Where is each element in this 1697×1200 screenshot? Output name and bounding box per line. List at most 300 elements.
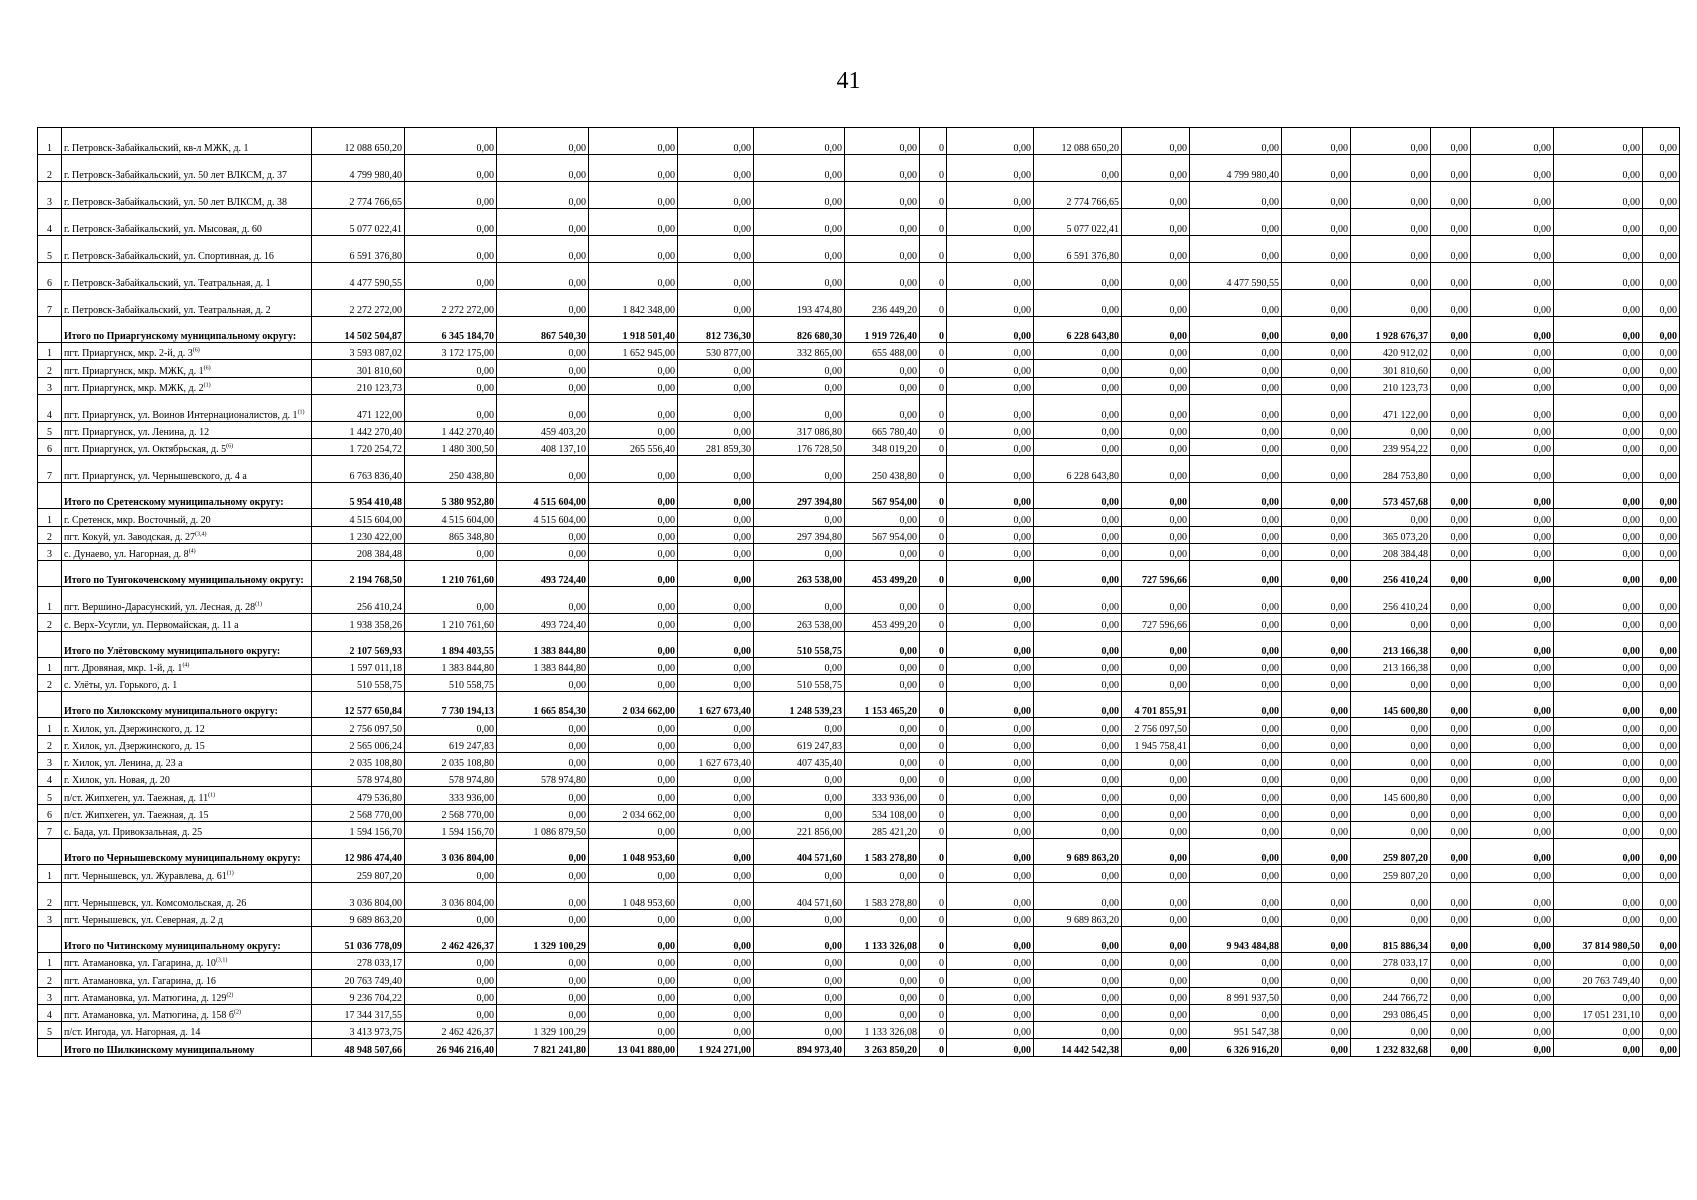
value-cell: 0,00 xyxy=(1034,263,1122,290)
value-cell: 1 919 726,40 xyxy=(845,317,920,343)
address-cell xyxy=(62,456,312,483)
address-cell xyxy=(62,882,312,909)
value-cell: 865 348,80 xyxy=(405,526,497,543)
value-cell: 0,00 xyxy=(1282,692,1351,718)
value-cell: 0,00 xyxy=(678,839,754,865)
value-cell: 5 077 022,41 xyxy=(1034,209,1122,236)
value-cell: 0,00 xyxy=(1554,360,1643,377)
table-row xyxy=(38,343,1680,360)
value-cell: 7 821 241,80 xyxy=(497,1039,589,1056)
address-text: г. Хилок, ул. Новая, д. 20 xyxy=(64,775,170,787)
value-cell: 0,00 xyxy=(947,587,1034,614)
value-cell: 0,00 xyxy=(589,236,678,263)
value-cell: 14 442 542,38 xyxy=(1034,1039,1122,1056)
value-cell: 0,00 xyxy=(1471,182,1554,209)
value-cell: 0,00 xyxy=(1282,394,1351,421)
value-cell: 20 763 749,40 xyxy=(312,970,405,987)
value-cell: 0 xyxy=(920,770,947,787)
value-cell: 0,00 xyxy=(1643,614,1680,631)
value-cell: 0,00 xyxy=(1034,343,1122,360)
value-cell: 0,00 xyxy=(678,718,754,735)
value-cell: 263 538,00 xyxy=(754,561,845,587)
value-cell: 0,00 xyxy=(754,456,845,483)
value-cell: 210 123,73 xyxy=(1351,377,1431,394)
value-cell: 5 380 952,80 xyxy=(405,483,497,509)
value-cell: 0,00 xyxy=(1351,421,1431,438)
footnote-mark: (2) xyxy=(234,1009,242,1016)
value-cell: 48 948 507,66 xyxy=(312,1039,405,1056)
table-row xyxy=(38,804,1680,821)
value-cell: 213 166,38 xyxy=(1351,657,1431,674)
value-cell: 0,00 xyxy=(1122,1039,1190,1056)
value-cell: 213 166,38 xyxy=(1351,631,1431,657)
value-cell: 894 973,40 xyxy=(754,1039,845,1056)
value-cell: 0,00 xyxy=(1190,752,1282,769)
value-cell: 471 122,00 xyxy=(312,394,405,421)
value-cell: 0,00 xyxy=(1282,926,1351,952)
value-cell: 0,00 xyxy=(1431,587,1471,614)
value-cell: 0,00 xyxy=(1554,614,1643,631)
value-cell: 0,00 xyxy=(1034,290,1122,317)
value-cell: 0,00 xyxy=(1471,456,1554,483)
value-cell: 0,00 xyxy=(678,909,754,926)
value-cell: 0,00 xyxy=(1643,692,1680,718)
row-number: 7 xyxy=(38,822,62,839)
value-cell: 0,00 xyxy=(947,970,1034,987)
value-cell: 0,00 xyxy=(405,263,497,290)
address-text: с. Улёты, ул. Горького, д. 1 xyxy=(64,680,178,692)
value-cell: 0,00 xyxy=(405,209,497,236)
footnote-mark: (1) xyxy=(226,870,234,877)
value-cell: 0,00 xyxy=(754,509,845,526)
value-cell: 0,00 xyxy=(1122,1022,1190,1039)
value-cell: 0,00 xyxy=(497,155,589,182)
value-cell: 0,00 xyxy=(497,909,589,926)
total-label xyxy=(62,1039,312,1056)
value-cell: 0,00 xyxy=(1190,882,1282,909)
value-cell: 0 xyxy=(920,526,947,543)
value-cell: 6 345 184,70 xyxy=(405,317,497,343)
value-cell: 0,00 xyxy=(589,456,678,483)
value-cell: 727 596,66 xyxy=(1122,614,1190,631)
value-cell: 3 036 804,00 xyxy=(405,882,497,909)
value-cell: 2 568 770,00 xyxy=(405,804,497,821)
value-cell: 0,00 xyxy=(1431,483,1471,509)
value-cell: 0,00 xyxy=(405,952,497,969)
value-cell: 0,00 xyxy=(1122,882,1190,909)
address-cell xyxy=(62,290,312,317)
value-cell: 1 583 278,80 xyxy=(845,882,920,909)
total-row xyxy=(38,839,1680,865)
value-cell: 0 xyxy=(920,290,947,317)
value-cell: 0,00 xyxy=(1190,360,1282,377)
value-cell: 0,00 xyxy=(1034,657,1122,674)
value-cell: 0,00 xyxy=(1431,182,1471,209)
value-cell: 0,00 xyxy=(947,509,1034,526)
row-number: 2 xyxy=(38,614,62,631)
value-cell: 0,00 xyxy=(845,394,920,421)
value-cell: 0,00 xyxy=(1554,290,1643,317)
value-cell: 0,00 xyxy=(589,509,678,526)
value-cell: 510 558,75 xyxy=(312,674,405,691)
value-cell: 0,00 xyxy=(1122,526,1190,543)
value-cell: 655 488,00 xyxy=(845,343,920,360)
value-cell: 0,00 xyxy=(589,561,678,587)
value-cell: 0,00 xyxy=(1471,787,1554,804)
value-cell: 0,00 xyxy=(405,987,497,1004)
value-cell: 0,00 xyxy=(678,970,754,987)
row-number: 7 xyxy=(38,290,62,317)
value-cell: 0,00 xyxy=(1554,263,1643,290)
value-cell: 26 946 216,40 xyxy=(405,1039,497,1056)
value-cell: 0 xyxy=(920,421,947,438)
value-cell: 0,00 xyxy=(1554,718,1643,735)
value-cell: 0,00 xyxy=(845,509,920,526)
value-cell: 0,00 xyxy=(1643,909,1680,926)
table-row xyxy=(38,526,1680,543)
value-cell: 0,00 xyxy=(1351,128,1431,155)
value-cell: 0,00 xyxy=(1351,674,1431,691)
value-cell: 0,00 xyxy=(1351,970,1431,987)
value-cell: 0,00 xyxy=(1122,544,1190,561)
value-cell: 0,00 xyxy=(1471,155,1554,182)
value-cell: 256 410,24 xyxy=(312,587,405,614)
table-row xyxy=(38,456,1680,483)
value-cell: 0,00 xyxy=(1190,952,1282,969)
value-cell: 0,00 xyxy=(1431,128,1471,155)
value-cell: 0,00 xyxy=(754,657,845,674)
value-cell: 0,00 xyxy=(678,155,754,182)
value-cell: 2 568 770,00 xyxy=(312,804,405,821)
value-cell: 1 918 501,40 xyxy=(589,317,678,343)
value-cell: 333 936,00 xyxy=(405,787,497,804)
table-row xyxy=(38,439,1680,456)
value-cell: 0,00 xyxy=(754,155,845,182)
value-cell: 0,00 xyxy=(1190,657,1282,674)
value-cell: 6 591 376,80 xyxy=(1034,236,1122,263)
value-cell: 0,00 xyxy=(1554,509,1643,526)
value-cell: 0,00 xyxy=(1471,394,1554,421)
value-cell: 0,00 xyxy=(1471,1004,1554,1021)
address-text: Итого по Чернышевскому муниципальному округу: xyxy=(64,853,301,865)
table-row xyxy=(38,544,1680,561)
value-cell: 0,00 xyxy=(1431,952,1471,969)
row-number: 2 xyxy=(38,155,62,182)
value-cell: 0,00 xyxy=(1190,290,1282,317)
value-cell: 6 591 376,80 xyxy=(312,236,405,263)
footnote-mark: (1) xyxy=(208,792,216,799)
value-cell: 0,00 xyxy=(1034,360,1122,377)
value-cell: 0,00 xyxy=(1190,770,1282,787)
value-cell: 1 945 758,41 xyxy=(1122,735,1190,752)
row-number: 6 xyxy=(38,439,62,456)
value-cell: 0,00 xyxy=(845,909,920,926)
value-cell: 0,00 xyxy=(1471,882,1554,909)
row-number: 3 xyxy=(38,987,62,1004)
value-cell: 1 086 879,50 xyxy=(497,822,589,839)
value-cell: 0,00 xyxy=(1554,561,1643,587)
value-cell: 0,00 xyxy=(845,987,920,1004)
value-cell: 0,00 xyxy=(1282,614,1351,631)
total-label xyxy=(62,631,312,657)
value-cell: 0,00 xyxy=(497,182,589,209)
value-cell: 0 xyxy=(920,952,947,969)
row-number xyxy=(38,631,62,657)
value-cell: 6 763 836,40 xyxy=(312,456,405,483)
value-cell: 0,00 xyxy=(1643,1004,1680,1021)
value-cell: 0,00 xyxy=(497,674,589,691)
value-cell: 0,00 xyxy=(1282,483,1351,509)
value-cell: 9 689 863,20 xyxy=(1034,839,1122,865)
value-cell: 0,00 xyxy=(1431,1022,1471,1039)
value-cell: 0,00 xyxy=(497,987,589,1004)
value-cell: 1 583 278,80 xyxy=(845,839,920,865)
address-text: пгт. Приаргунск, ул. Ленина, д. 12 xyxy=(64,427,210,439)
value-cell: 6 228 643,80 xyxy=(1034,456,1122,483)
value-cell: 0,00 xyxy=(1554,377,1643,394)
value-cell: 0,00 xyxy=(947,752,1034,769)
value-cell: 0,00 xyxy=(1282,1022,1351,1039)
value-cell: 348 019,20 xyxy=(845,439,920,456)
value-cell: 867 540,30 xyxy=(497,317,589,343)
value-cell: 0,00 xyxy=(1034,752,1122,769)
value-cell: 0,00 xyxy=(1190,544,1282,561)
address-text: Итого по Тунгокоченскому муниципальному округу: xyxy=(64,575,304,587)
value-cell: 0,00 xyxy=(1034,155,1122,182)
value-cell: 1 383 844,80 xyxy=(497,657,589,674)
table-row xyxy=(38,209,1680,236)
value-cell: 0,00 xyxy=(1554,182,1643,209)
value-cell: 0,00 xyxy=(1282,952,1351,969)
value-cell: 0,00 xyxy=(678,483,754,509)
value-cell: 0,00 xyxy=(1034,421,1122,438)
value-cell: 3 036 804,00 xyxy=(312,882,405,909)
value-cell: 332 865,00 xyxy=(754,343,845,360)
address-text: пгт. Чернышевск, ул. Северная, д. 2 д xyxy=(64,914,224,926)
value-cell: 0 xyxy=(920,865,947,882)
value-cell: 0,00 xyxy=(1554,421,1643,438)
value-cell: 0,00 xyxy=(1351,155,1431,182)
value-cell: 0,00 xyxy=(1351,909,1431,926)
address-cell xyxy=(62,865,312,882)
value-cell: 0,00 xyxy=(1643,456,1680,483)
value-cell: 0,00 xyxy=(1554,952,1643,969)
value-cell: 0,00 xyxy=(1282,526,1351,543)
value-cell: 210 123,73 xyxy=(312,377,405,394)
value-cell: 4 515 604,00 xyxy=(405,509,497,526)
value-cell: 0,00 xyxy=(947,614,1034,631)
value-cell: 0 xyxy=(920,692,947,718)
value-cell: 2 272 272,00 xyxy=(405,290,497,317)
address-text: с. Верх-Усугли, ул. Первомайская, д. 11 а xyxy=(64,619,239,631)
value-cell: 0 xyxy=(920,544,947,561)
table-row xyxy=(38,1004,1680,1021)
row-number: 1 xyxy=(38,587,62,614)
address-text: г. Сретенск, мкр. Восточный, д. 20 xyxy=(64,514,211,526)
value-cell: 2 034 662,00 xyxy=(589,804,678,821)
value-cell: 0,00 xyxy=(1554,526,1643,543)
value-cell: 408 137,10 xyxy=(497,439,589,456)
value-cell: 0,00 xyxy=(1282,839,1351,865)
value-cell: 0,00 xyxy=(1554,804,1643,821)
value-cell: 2 272 272,00 xyxy=(312,290,405,317)
value-cell: 0,00 xyxy=(754,209,845,236)
value-cell: 9 689 863,20 xyxy=(1034,909,1122,926)
table-row xyxy=(38,674,1680,691)
value-cell: 0,00 xyxy=(947,439,1034,456)
table-row xyxy=(38,290,1680,317)
value-cell: 0 xyxy=(920,209,947,236)
value-cell: 0,00 xyxy=(1282,263,1351,290)
value-cell: 0,00 xyxy=(497,735,589,752)
value-cell: 37 814 980,50 xyxy=(1554,926,1643,952)
value-cell: 0 xyxy=(920,752,947,769)
value-cell: 0,00 xyxy=(947,674,1034,691)
row-number xyxy=(38,317,62,343)
value-cell: 0,00 xyxy=(589,394,678,421)
value-cell: 0,00 xyxy=(497,343,589,360)
value-cell: 0,00 xyxy=(497,865,589,882)
value-cell: 0,00 xyxy=(1554,822,1643,839)
value-cell: 0,00 xyxy=(1431,987,1471,1004)
footnote-mark: (4) xyxy=(188,549,196,556)
value-cell: 493 724,40 xyxy=(497,614,589,631)
value-cell: 0,00 xyxy=(678,804,754,821)
value-cell: 0,00 xyxy=(1471,614,1554,631)
row-number: 6 xyxy=(38,263,62,290)
total-label xyxy=(62,317,312,343)
value-cell: 0 xyxy=(920,317,947,343)
value-cell: 0,00 xyxy=(678,1022,754,1039)
table-row xyxy=(38,987,1680,1004)
value-cell: 0,00 xyxy=(1643,1039,1680,1056)
value-cell: 6 326 916,20 xyxy=(1190,1039,1282,1056)
value-cell: 0,00 xyxy=(1643,987,1680,1004)
value-cell: 4 477 590,55 xyxy=(312,263,405,290)
address-text: пгт. Приаргунск, ул. Чернышевского, д. 4 а xyxy=(64,471,247,483)
value-cell: 0,00 xyxy=(678,263,754,290)
value-cell: 0 xyxy=(920,674,947,691)
value-cell: 951 547,38 xyxy=(1190,1022,1282,1039)
value-cell: 0,00 xyxy=(1122,822,1190,839)
value-cell: 0,00 xyxy=(678,587,754,614)
value-cell: 0 xyxy=(920,236,947,263)
address-text: пгт. Атамановка, ул. Гагарина, д. 10 xyxy=(64,958,216,970)
value-cell: 0,00 xyxy=(845,1004,920,1021)
value-cell: 0,00 xyxy=(1431,752,1471,769)
value-cell: 0,00 xyxy=(1431,290,1471,317)
value-cell: 0,00 xyxy=(1471,770,1554,787)
value-cell: 0,00 xyxy=(947,735,1034,752)
value-cell: 0,00 xyxy=(845,377,920,394)
value-cell: 0,00 xyxy=(845,631,920,657)
value-cell: 0,00 xyxy=(754,587,845,614)
value-cell: 0,00 xyxy=(947,182,1034,209)
value-cell: 0,00 xyxy=(754,182,845,209)
value-cell: 0,00 xyxy=(589,263,678,290)
value-cell: 0,00 xyxy=(1282,155,1351,182)
value-cell: 244 766,72 xyxy=(1351,987,1431,1004)
value-cell: 0,00 xyxy=(1431,394,1471,421)
row-number: 1 xyxy=(38,657,62,674)
value-cell: 0,00 xyxy=(845,236,920,263)
value-cell: 0,00 xyxy=(1282,909,1351,926)
value-cell: 0,00 xyxy=(1122,317,1190,343)
value-cell: 0,00 xyxy=(1282,561,1351,587)
value-cell: 0,00 xyxy=(754,360,845,377)
value-cell: 0,00 xyxy=(678,865,754,882)
budget-table xyxy=(37,127,1680,1057)
value-cell: 17 051 231,10 xyxy=(1554,1004,1643,1021)
value-cell: 0,00 xyxy=(1122,360,1190,377)
value-cell: 0,00 xyxy=(1431,614,1471,631)
address-cell xyxy=(62,394,312,421)
value-cell: 0,00 xyxy=(845,718,920,735)
value-cell: 0,00 xyxy=(947,926,1034,952)
value-cell: 0,00 xyxy=(947,692,1034,718)
row-number: 3 xyxy=(38,909,62,926)
value-cell: 5 954 410,48 xyxy=(312,483,405,509)
value-cell: 2 774 766,65 xyxy=(1034,182,1122,209)
value-cell: 0,00 xyxy=(947,1039,1034,1056)
value-cell: 2 035 108,80 xyxy=(312,752,405,769)
value-cell: 0,00 xyxy=(1122,421,1190,438)
value-cell: 0,00 xyxy=(754,377,845,394)
address-text: г. Петровск-Забайкальский, ул. Мысовая, д. 60 xyxy=(64,224,262,235)
value-cell: 0,00 xyxy=(1190,128,1282,155)
value-cell: 0,00 xyxy=(1431,360,1471,377)
value-cell: 0,00 xyxy=(845,155,920,182)
value-cell: 0,00 xyxy=(1190,421,1282,438)
value-cell: 510 558,75 xyxy=(754,674,845,691)
value-cell: 0,00 xyxy=(1643,182,1680,209)
row-number: 3 xyxy=(38,544,62,561)
value-cell: 0,00 xyxy=(1034,718,1122,735)
value-cell: 1 480 300,50 xyxy=(405,439,497,456)
value-cell: 263 538,00 xyxy=(754,614,845,631)
value-cell: 0,00 xyxy=(754,970,845,987)
value-cell: 0,00 xyxy=(1122,155,1190,182)
address-cell xyxy=(62,421,312,438)
value-cell: 0 xyxy=(920,987,947,1004)
value-cell: 404 571,60 xyxy=(754,882,845,909)
value-cell: 0,00 xyxy=(1471,909,1554,926)
value-cell: 0,00 xyxy=(1471,544,1554,561)
value-cell: 0,00 xyxy=(589,614,678,631)
value-cell: 0,00 xyxy=(1554,343,1643,360)
value-cell: 0,00 xyxy=(405,377,497,394)
value-cell: 239 954,22 xyxy=(1351,439,1431,456)
value-cell: 0,00 xyxy=(589,822,678,839)
value-cell: 2 565 006,24 xyxy=(312,735,405,752)
value-cell: 0,00 xyxy=(678,394,754,421)
value-cell: 0,00 xyxy=(1122,839,1190,865)
value-cell: 1 210 761,60 xyxy=(405,614,497,631)
address-text: пгт. Приаргунск, мкр. МЖК, д. 1 xyxy=(64,365,204,377)
value-cell: 0,00 xyxy=(947,952,1034,969)
table-row xyxy=(38,587,1680,614)
address-cell xyxy=(62,674,312,691)
table-row xyxy=(38,718,1680,735)
value-cell: 0,00 xyxy=(1122,456,1190,483)
value-cell: 1 133 326,08 xyxy=(845,1022,920,1039)
value-cell: 0,00 xyxy=(1643,317,1680,343)
value-cell: 1 230 422,00 xyxy=(312,526,405,543)
value-cell: 0,00 xyxy=(497,377,589,394)
value-cell: 0,00 xyxy=(1643,526,1680,543)
value-cell: 0 xyxy=(920,614,947,631)
value-cell: 0 xyxy=(920,360,947,377)
